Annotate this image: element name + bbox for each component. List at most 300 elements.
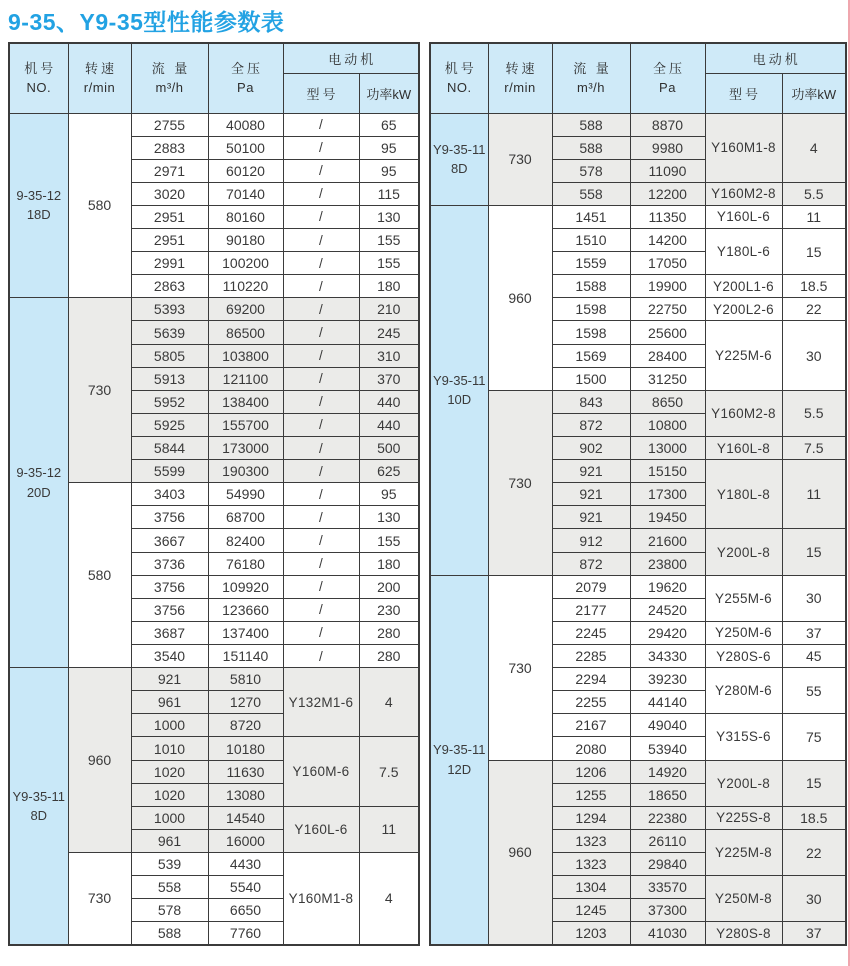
table-body-left — [9, 113, 419, 945]
pressure-cell: 23800 — [630, 552, 705, 575]
motor-model-cell: Y160L-6 — [283, 806, 359, 852]
table-row — [430, 390, 846, 413]
motor-power-cell: 75 — [782, 714, 846, 760]
motor-power-cell: 37 — [782, 922, 846, 945]
flow-cell: 3756 — [131, 598, 208, 621]
motor-power-cell: 310 — [359, 344, 419, 367]
speed-cell: 960 — [68, 668, 131, 853]
pressure-cell: 11630 — [208, 760, 283, 783]
flow-cell: 1206 — [552, 760, 630, 783]
pressure-cell: 31250 — [630, 367, 705, 390]
motor-power-cell: 180 — [359, 552, 419, 575]
pressure-cell: 16000 — [208, 829, 283, 852]
speed-cell: 730 — [68, 298, 131, 483]
pressure-cell: 15150 — [630, 460, 705, 483]
flow-cell: 1000 — [131, 714, 208, 737]
pressure-cell: 41030 — [630, 922, 705, 945]
motor-power-cell: 625 — [359, 460, 419, 483]
pressure-cell: 76180 — [208, 552, 283, 575]
pressure-cell: 86500 — [208, 321, 283, 344]
flow-cell: 921 — [552, 506, 630, 529]
motor-power-cell: 15 — [782, 229, 846, 275]
column-header-machine-no: 机号 NO. — [430, 43, 488, 113]
flow-cell: 5639 — [131, 321, 208, 344]
motor-power-cell: 130 — [359, 506, 419, 529]
pressure-cell: 100200 — [208, 252, 283, 275]
flow-cell: 1500 — [552, 367, 630, 390]
pressure-cell: 12200 — [630, 182, 705, 205]
flow-cell: 1020 — [131, 760, 208, 783]
flow-cell: 1569 — [552, 344, 630, 367]
machine-no-cell — [9, 113, 68, 298]
flow-cell: 872 — [552, 413, 630, 436]
motor-power-cell: 30 — [782, 575, 846, 621]
flow-cell: 1451 — [552, 205, 630, 228]
machine-no-cell — [430, 205, 488, 575]
motor-power-cell: 15 — [782, 529, 846, 575]
motor-model-cell: / — [283, 575, 359, 598]
motor-model-cell: / — [283, 159, 359, 182]
flow-cell: 2245 — [552, 621, 630, 644]
flow-cell: 2951 — [131, 229, 208, 252]
flow-cell: 2079 — [552, 575, 630, 598]
table-row — [430, 760, 846, 783]
pressure-cell: 40080 — [208, 113, 283, 136]
flow-cell: 3687 — [131, 621, 208, 644]
motor-model-cell: / — [283, 390, 359, 413]
motor-power-cell: 130 — [359, 205, 419, 228]
motor-model-cell: Y180L-6 — [705, 229, 782, 275]
flow-cell: 921 — [131, 668, 208, 691]
machine-no-cell — [430, 575, 488, 945]
motor-power-cell: 4 — [359, 668, 419, 737]
motor-model-cell: Y225S-8 — [705, 806, 782, 829]
pressure-cell: 14540 — [208, 806, 283, 829]
pressure-cell: 5540 — [208, 876, 283, 899]
flow-cell: 588 — [552, 113, 630, 136]
flow-cell: 1245 — [552, 899, 630, 922]
pressure-cell: 14200 — [630, 229, 705, 252]
motor-model-cell: / — [283, 413, 359, 436]
motor-model-cell: Y250M-8 — [705, 876, 782, 922]
pressure-cell: 11090 — [630, 159, 705, 182]
pressure-cell: 5810 — [208, 668, 283, 691]
motor-power-cell: 95 — [359, 483, 419, 506]
motor-model-cell: Y255M-6 — [705, 575, 782, 621]
motor-power-cell: 11 — [782, 205, 846, 228]
flow-cell: 2080 — [552, 737, 630, 760]
table-row — [9, 483, 419, 506]
flow-cell: 1598 — [552, 298, 630, 321]
motor-model-cell: Y160L-6 — [705, 205, 782, 228]
motor-model-cell: Y160M2-8 — [705, 182, 782, 205]
machine-no-line: 8D — [30, 808, 48, 824]
flow-cell: 2755 — [131, 113, 208, 136]
flow-cell: 1588 — [552, 275, 630, 298]
flow-cell: 5599 — [131, 460, 208, 483]
flow-cell: 843 — [552, 390, 630, 413]
speed-cell: 730 — [68, 853, 131, 945]
flow-cell: 5844 — [131, 437, 208, 460]
flow-cell: 558 — [552, 182, 630, 205]
motor-power-cell: 95 — [359, 136, 419, 159]
pressure-cell: 1270 — [208, 691, 283, 714]
motor-model-cell: / — [283, 321, 359, 344]
flow-cell: 921 — [552, 483, 630, 506]
pressure-cell: 17050 — [630, 252, 705, 275]
speed-cell: 580 — [68, 113, 131, 298]
pressure-cell: 68700 — [208, 506, 283, 529]
pressure-cell: 28400 — [630, 344, 705, 367]
flow-cell: 3540 — [131, 645, 208, 668]
motor-model-cell: Y160M-6 — [283, 737, 359, 806]
pressure-cell: 26110 — [630, 829, 705, 852]
pressure-cell: 14920 — [630, 760, 705, 783]
machine-no-cell — [9, 668, 68, 945]
pressure-cell: 80160 — [208, 205, 283, 228]
motor-model-cell: / — [283, 205, 359, 228]
motor-model-cell: / — [283, 275, 359, 298]
motor-model-cell: Y280S-6 — [705, 645, 782, 668]
motor-power-cell: 245 — [359, 321, 419, 344]
machine-no-line: Y9-35-11 — [432, 372, 486, 388]
machine-no-line: Y9-35-11 — [432, 742, 486, 758]
motor-model-cell: Y160L-8 — [705, 437, 782, 460]
machine-no-line: 18D — [26, 207, 51, 223]
machine-no-cell — [9, 298, 68, 668]
column-header-motor: 电动机 — [705, 43, 846, 73]
pressure-cell: 24520 — [630, 598, 705, 621]
table-row — [430, 113, 846, 136]
flow-cell: 872 — [552, 552, 630, 575]
pressure-cell: 44140 — [630, 691, 705, 714]
motor-model-cell: / — [283, 483, 359, 506]
pressure-cell: 60120 — [208, 159, 283, 182]
flow-cell: 2863 — [131, 275, 208, 298]
pressure-cell: 49040 — [630, 714, 705, 737]
flow-cell: 2255 — [552, 691, 630, 714]
motor-power-cell: 22 — [782, 829, 846, 875]
motor-model-cell: / — [283, 552, 359, 575]
motor-model-cell: Y280M-6 — [705, 668, 782, 714]
flow-cell: 1000 — [131, 806, 208, 829]
motor-model-cell: Y200L-8 — [705, 760, 782, 806]
column-header-motor-power: 功率kW — [359, 73, 419, 113]
flow-cell: 1294 — [552, 806, 630, 829]
flow-cell: 1598 — [552, 321, 630, 344]
pressure-cell: 17300 — [630, 483, 705, 506]
motor-power-cell: 95 — [359, 159, 419, 182]
pressure-cell: 8720 — [208, 714, 283, 737]
motor-power-cell: 18.5 — [782, 806, 846, 829]
table-row — [430, 205, 846, 228]
motor-model-cell: / — [283, 645, 359, 668]
flow-cell: 5952 — [131, 390, 208, 413]
flow-cell: 3756 — [131, 575, 208, 598]
motor-model-cell: Y315S-6 — [705, 714, 782, 760]
motor-model-cell: / — [283, 367, 359, 390]
column-header-speed: 转速 r/min — [68, 43, 131, 113]
pressure-cell: 103800 — [208, 344, 283, 367]
pressure-cell: 6650 — [208, 899, 283, 922]
column-header-flow: 流 量 m³/h — [552, 43, 630, 113]
pressure-cell: 4430 — [208, 853, 283, 876]
pressure-cell: 13080 — [208, 783, 283, 806]
motor-model-cell: / — [283, 506, 359, 529]
column-header-pressure: 全压 Pa — [630, 43, 705, 113]
speed-cell: 730 — [488, 575, 552, 760]
flow-cell: 3736 — [131, 552, 208, 575]
table-row — [9, 668, 419, 691]
flow-cell: 912 — [552, 529, 630, 552]
motor-power-cell: 55 — [782, 668, 846, 714]
pressure-cell: 37300 — [630, 899, 705, 922]
motor-model-cell: / — [283, 298, 359, 321]
motor-model-cell: Y180L-8 — [705, 460, 782, 529]
flow-cell: 961 — [131, 829, 208, 852]
speed-cell: 960 — [488, 760, 552, 945]
pressure-cell: 18650 — [630, 783, 705, 806]
motor-power-cell: 500 — [359, 437, 419, 460]
motor-power-cell: 280 — [359, 621, 419, 644]
flow-cell: 921 — [552, 460, 630, 483]
pressure-cell: 155700 — [208, 413, 283, 436]
motor-power-cell: 4 — [359, 853, 419, 945]
pressure-cell: 10800 — [630, 413, 705, 436]
flow-cell: 588 — [131, 922, 208, 945]
motor-model-cell: Y225M-8 — [705, 829, 782, 875]
pressure-cell: 190300 — [208, 460, 283, 483]
motor-power-cell: 11 — [359, 806, 419, 852]
flow-cell: 1203 — [552, 922, 630, 945]
pressure-cell: 7760 — [208, 922, 283, 945]
flow-cell: 2951 — [131, 205, 208, 228]
pressure-cell: 29420 — [630, 621, 705, 644]
pressure-cell: 29840 — [630, 853, 705, 876]
performance-table-right — [429, 42, 847, 946]
pressure-cell: 19450 — [630, 506, 705, 529]
pressure-cell: 25600 — [630, 321, 705, 344]
column-header-machine-no: 机号 NO. — [9, 43, 68, 113]
pressure-cell: 19900 — [630, 275, 705, 298]
machine-no-line: 9-35-12 — [16, 187, 62, 203]
pressure-cell: 8650 — [630, 390, 705, 413]
speed-cell: 730 — [488, 113, 552, 205]
flow-cell: 3756 — [131, 506, 208, 529]
motor-model-cell: Y132M1-6 — [283, 668, 359, 737]
column-header-motor: 电动机 — [283, 43, 419, 73]
pressure-cell: 123660 — [208, 598, 283, 621]
pressure-cell: 82400 — [208, 529, 283, 552]
pressure-cell: 70140 — [208, 182, 283, 205]
column-header-motor-model: 型号 — [283, 73, 359, 113]
flow-cell: 1304 — [552, 876, 630, 899]
flow-cell: 5913 — [131, 367, 208, 390]
flow-cell: 539 — [131, 853, 208, 876]
motor-model-cell: / — [283, 229, 359, 252]
machine-no-line: 9-35-12 — [16, 465, 62, 481]
pressure-cell: 137400 — [208, 621, 283, 644]
pressure-cell: 10180 — [208, 737, 283, 760]
pressure-cell: 9980 — [630, 136, 705, 159]
pressure-cell: 109920 — [208, 575, 283, 598]
flow-cell: 1323 — [552, 853, 630, 876]
pressure-cell: 69200 — [208, 298, 283, 321]
column-header-pressure: 全压 Pa — [208, 43, 283, 113]
flow-cell: 2971 — [131, 159, 208, 182]
flow-cell: 578 — [552, 159, 630, 182]
machine-no-line: 8D — [450, 161, 468, 177]
pressure-cell: 90180 — [208, 229, 283, 252]
motor-model-cell: / — [283, 136, 359, 159]
page-title: 9-35、Y9-35型性能参数表 — [8, 9, 285, 35]
table-row — [9, 113, 419, 136]
column-header-flow: 流 量 m³/h — [131, 43, 208, 113]
pressure-cell: 121100 — [208, 367, 283, 390]
flow-cell: 1559 — [552, 252, 630, 275]
speed-cell: 580 — [68, 483, 131, 668]
motor-model-cell: Y250M-6 — [705, 621, 782, 644]
machine-no-line: Y9-35-11 — [12, 788, 65, 804]
motor-model-cell: Y200L-8 — [705, 529, 782, 575]
motor-power-cell: 230 — [359, 598, 419, 621]
pressure-cell: 110220 — [208, 275, 283, 298]
pressure-cell: 138400 — [208, 390, 283, 413]
motor-power-cell: 30 — [782, 876, 846, 922]
flow-cell: 961 — [131, 691, 208, 714]
pressure-cell: 34330 — [630, 645, 705, 668]
motor-power-cell: 440 — [359, 390, 419, 413]
motor-power-cell: 7.5 — [359, 737, 419, 806]
pressure-cell: 54990 — [208, 483, 283, 506]
flow-cell: 902 — [552, 437, 630, 460]
motor-model-cell: / — [283, 460, 359, 483]
flow-cell: 2991 — [131, 252, 208, 275]
pressure-cell: 151140 — [208, 645, 283, 668]
motor-power-cell: 370 — [359, 367, 419, 390]
flow-cell: 1020 — [131, 783, 208, 806]
motor-power-cell: 280 — [359, 645, 419, 668]
motor-model-cell: Y200L2-6 — [705, 298, 782, 321]
machine-no-line: 20D — [26, 484, 51, 500]
pressure-cell: 173000 — [208, 437, 283, 460]
flow-cell: 1510 — [552, 229, 630, 252]
flow-cell: 3403 — [131, 483, 208, 506]
motor-model-cell: / — [283, 113, 359, 136]
column-header-speed: 转速 r/min — [488, 43, 552, 113]
motor-model-cell: / — [283, 252, 359, 275]
motor-power-cell: 37 — [782, 621, 846, 644]
motor-power-cell: 18.5 — [782, 275, 846, 298]
motor-model-cell: Y160M2-8 — [705, 390, 782, 436]
pressure-cell: 13000 — [630, 437, 705, 460]
pressure-cell: 21600 — [630, 529, 705, 552]
motor-power-cell: 45 — [782, 645, 846, 668]
motor-model-cell: / — [283, 437, 359, 460]
flow-cell: 578 — [131, 899, 208, 922]
table-header — [9, 43, 419, 113]
column-header-motor-model: 型号 — [705, 73, 782, 113]
motor-model-cell: / — [283, 182, 359, 205]
motor-model-cell: / — [283, 621, 359, 644]
table-row — [9, 298, 419, 321]
motor-model-cell: Y280S-8 — [705, 922, 782, 945]
pressure-cell: 11350 — [630, 205, 705, 228]
motor-power-cell: 7.5 — [782, 437, 846, 460]
flow-cell: 2167 — [552, 714, 630, 737]
pressure-cell: 39230 — [630, 668, 705, 691]
pressure-cell: 8870 — [630, 113, 705, 136]
flow-cell: 588 — [552, 136, 630, 159]
flow-cell: 2883 — [131, 136, 208, 159]
motor-model-cell: Y200L1-6 — [705, 275, 782, 298]
motor-power-cell: 155 — [359, 529, 419, 552]
speed-cell: 730 — [488, 390, 552, 575]
motor-model-cell: Y160M1-8 — [283, 853, 359, 945]
machine-no-line: 10D — [447, 392, 472, 408]
motor-power-cell: 180 — [359, 275, 419, 298]
pressure-cell: 33570 — [630, 876, 705, 899]
machine-no-line: 12D — [447, 761, 472, 777]
table-header — [430, 43, 846, 113]
pressure-cell: 19620 — [630, 575, 705, 598]
flow-cell: 5393 — [131, 298, 208, 321]
motor-power-cell: 15 — [782, 760, 846, 806]
motor-power-cell: 155 — [359, 252, 419, 275]
motor-power-cell: 11 — [782, 460, 846, 529]
column-header-motor-power: 功率kW — [782, 73, 846, 113]
table-row — [9, 853, 419, 876]
motor-power-cell: 5.5 — [782, 390, 846, 436]
motor-model-cell: / — [283, 344, 359, 367]
motor-power-cell: 30 — [782, 321, 846, 390]
pressure-cell: 22750 — [630, 298, 705, 321]
motor-power-cell: 4 — [782, 113, 846, 182]
motor-model-cell: / — [283, 598, 359, 621]
pressure-cell: 22380 — [630, 806, 705, 829]
motor-model-cell: Y225M-6 — [705, 321, 782, 390]
pressure-cell: 50100 — [208, 136, 283, 159]
flow-cell: 5805 — [131, 344, 208, 367]
table-body-right — [430, 113, 846, 945]
motor-power-cell: 22 — [782, 298, 846, 321]
machine-no-line: Y9-35-11 — [432, 141, 486, 157]
pressure-cell: 53940 — [630, 737, 705, 760]
machine-no-cell — [430, 113, 488, 205]
flow-cell: 558 — [131, 876, 208, 899]
flow-cell: 2294 — [552, 668, 630, 691]
motor-power-cell: 440 — [359, 413, 419, 436]
table-row — [430, 575, 846, 598]
performance-table-left — [8, 42, 420, 946]
motor-model-cell: Y160M1-8 — [705, 113, 782, 182]
flow-cell: 2177 — [552, 598, 630, 621]
flow-cell: 1255 — [552, 783, 630, 806]
flow-cell: 2285 — [552, 645, 630, 668]
motor-power-cell: 115 — [359, 182, 419, 205]
flow-cell: 5925 — [131, 413, 208, 436]
motor-power-cell: 5.5 — [782, 182, 846, 205]
motor-power-cell: 200 — [359, 575, 419, 598]
speed-cell: 960 — [488, 205, 552, 390]
flow-cell: 3667 — [131, 529, 208, 552]
motor-model-cell: / — [283, 529, 359, 552]
motor-power-cell: 65 — [359, 113, 419, 136]
flow-cell: 3020 — [131, 182, 208, 205]
motor-power-cell: 155 — [359, 229, 419, 252]
motor-power-cell: 210 — [359, 298, 419, 321]
flow-cell: 1010 — [131, 737, 208, 760]
